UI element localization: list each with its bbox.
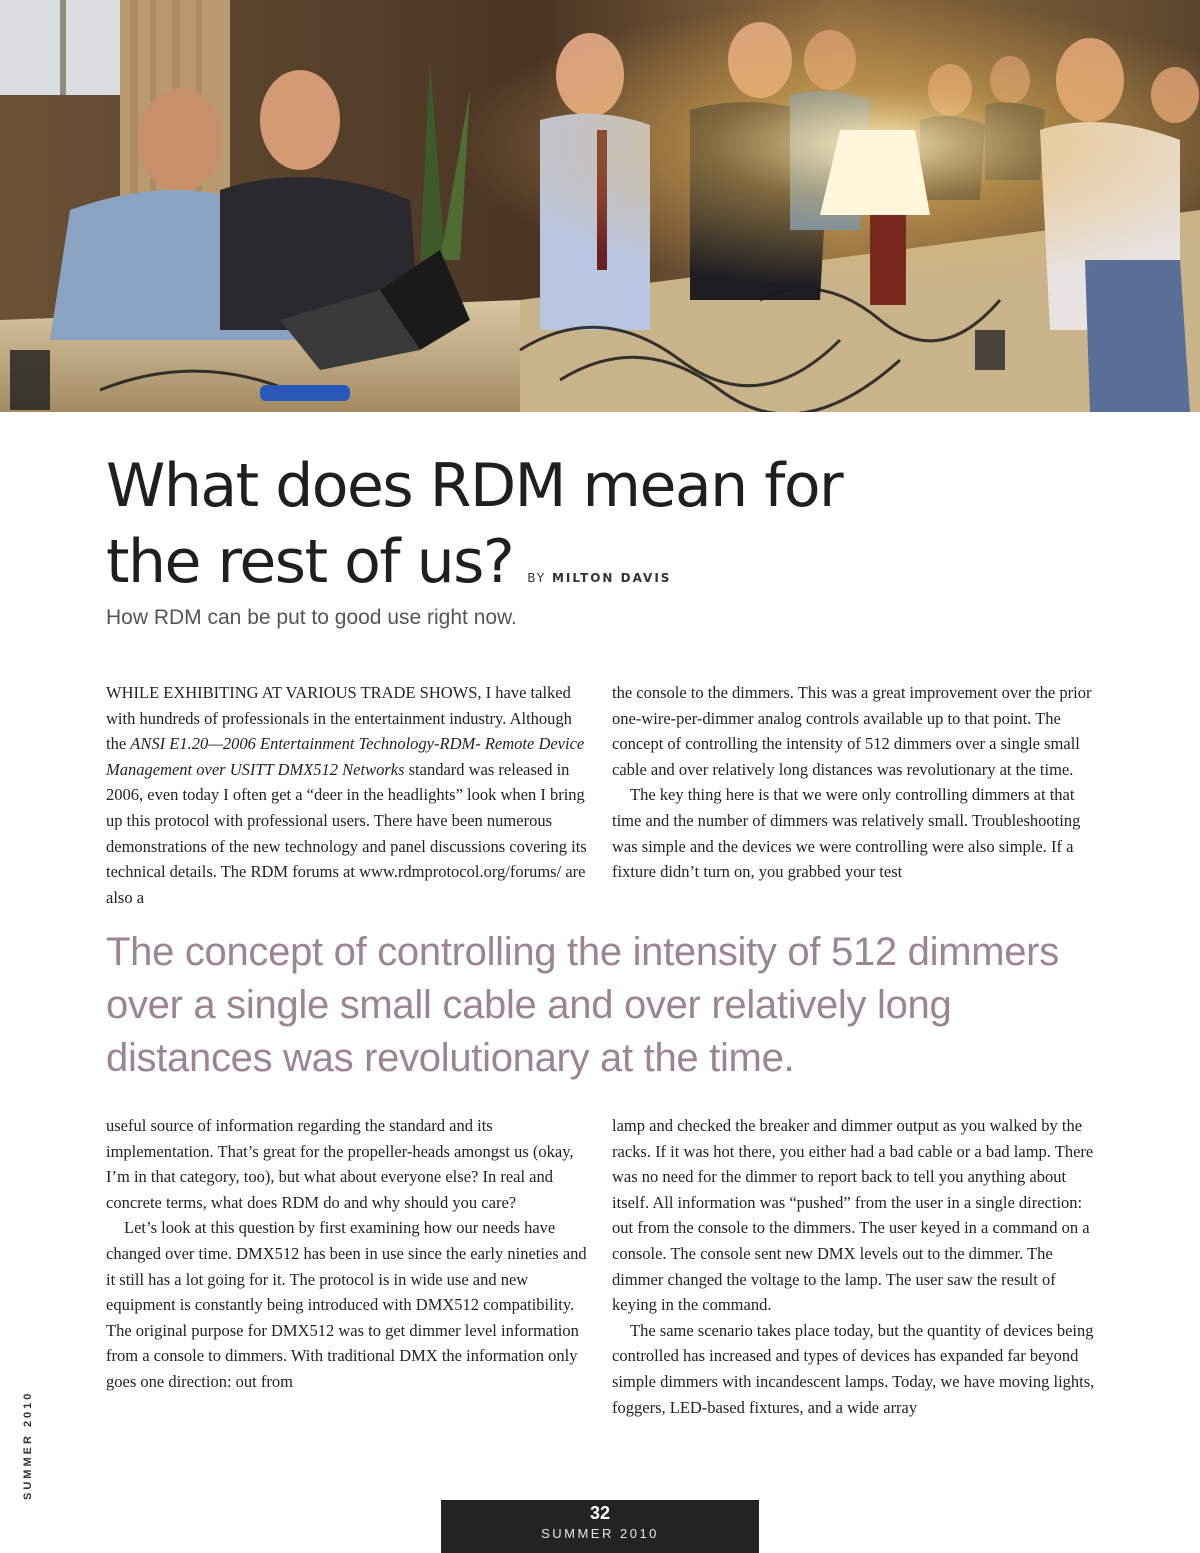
page-number: 32	[589, 1503, 611, 1523]
body-column-1	[106, 680, 590, 910]
standard-name: ANSI E1.20—2006 Entertainment Technology-RDM- Remote Device Management over USITT DMX512 Networks	[106, 734, 585, 779]
byline-author: MILTON DAVIS	[551, 571, 672, 585]
title-line-1: What does RDM mean for	[106, 451, 843, 521]
header-photo	[0, 0, 1200, 412]
paragraph	[106, 680, 590, 910]
paragraph: Let’s look at this question by first examining how our needs have changed over time. DMX512 has been in use since the early nineties and it still has a lot going for it. The protocol is in wide use and new equipment is constantly being introduced with DMX512 compatibility. The original purpose for DMX512 was to get dimmer level information from a console to dimmers. With traditional DMX the information only goes one direction: out from	[106, 1218, 587, 1391]
footer-issue: SUMMER 2010	[541, 1526, 659, 1541]
paragraph-text: standard was released in 2006, even today I often get a “deer in the headlights” look when I bring up this protocol with professional users. There have been numerous demonstrations of the new technology and panel discussions covering its technical details. The RDM forums at www.rdmprotocol.org/forums/ are also a	[106, 759, 587, 907]
title-line-2-text: the rest of us?	[106, 527, 514, 597]
paragraph: The same scenario takes place today, but the quantity of devices being controlled has increased and types of devices has expanded far beyond simple dimmers with incandescent lamps. Today, we have moving lights, foggers, LED-based fixtures, and a wide array	[612, 1320, 1095, 1417]
title-line-2	[106, 524, 1006, 616]
page-footer	[441, 1500, 759, 1553]
paragraph: useful source of information regarding the standard and its implementation. That’s great for the propeller-heads amongst us (okay, I’m in that category, too), but what about everyone else? In real and concrete terms, what does RDM do and why should you care?	[106, 1116, 574, 1212]
byline	[527, 571, 671, 585]
side-issue-label: SUMMER 2010	[22, 1390, 34, 1500]
body-column-2	[612, 680, 1096, 885]
pull-quote: The concept of controlling the intensity of 512 dimmers over a single small cable and over relatively long distances was revolutionary at the time.	[106, 930, 1059, 1080]
body-column-3	[106, 1113, 590, 1395]
article-title	[106, 448, 1006, 616]
body-column-4	[612, 1113, 1096, 1420]
article-subtitle: How RDM can be put to good use right now.	[106, 606, 517, 629]
paragraph: lamp and checked the breaker and dimmer output as you walked by the racks. If it was hot there, you either had a bad cable or a bad lamp. There was no need for the dimmer to report back to tell you anything about itself. All information was “pushed” from the user in a single direction: out from the console to the dimmers. The user keyed in a command on a console. The console sent new DMX levels out to the dimmer. The dimmer changed the voltage to the lamp. The user saw the result of keying in the command.	[612, 1116, 1094, 1315]
paragraph: the console to the dimmers. This was a great improvement over the prior one-wire-per-dimmer analog controls available up to that point. The concept of controlling the intensity of 512 dimmers over a single small cable and over relatively long distances was revolutionary at the time.	[612, 683, 1092, 779]
paragraph: The key thing here is that we were only controlling dimmers at that time and the number of dimmers was relatively small. Troubleshooting was simple and the devices we were controlling were also simple. If a fixture didn’t turn on, you grabbed your test	[612, 785, 1081, 882]
paragraph-text: WHILE EXHIBITING AT VARIOUS TRADE SHOWS, I have talked with hundreds of professionals in the entertainment industry. Although the	[106, 683, 572, 754]
byline-prefix: BY	[527, 571, 547, 585]
